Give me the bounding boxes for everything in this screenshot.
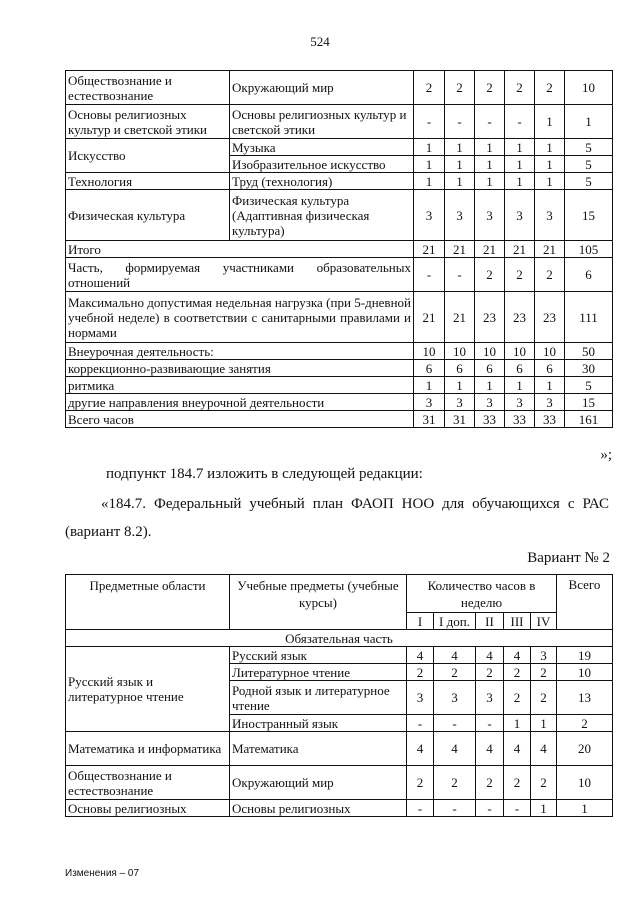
row-label-cell: Максимально допустимая недельная нагрузка (при 5-дневной учебной неделе) в соответствии с санитарными правилами и нормами xyxy=(66,292,414,343)
hours-cell: - xyxy=(434,715,476,732)
hours-cell: 21 xyxy=(414,292,445,343)
total-cell: 5 xyxy=(565,139,613,156)
total-cell: 2 xyxy=(557,715,613,732)
hours-cell: 2 xyxy=(504,766,531,800)
hours-cell: 4 xyxy=(434,732,476,766)
hours-cell: 1 xyxy=(445,156,475,173)
subject-cell: Русский язык xyxy=(230,647,407,664)
hours-cell: 10 xyxy=(414,343,445,360)
hours-cell: 3 xyxy=(531,647,557,664)
hours-cell: 2 xyxy=(535,258,565,292)
total-cell: 13 xyxy=(557,681,613,715)
hours-cell: - xyxy=(414,105,445,139)
hours-cell: 31 xyxy=(445,411,475,428)
hours-cell: 1 xyxy=(505,377,535,394)
table-row xyxy=(66,394,613,411)
footer-changes: Изменения – 07 xyxy=(65,868,140,879)
total-cell: 1 xyxy=(565,105,613,139)
table-row xyxy=(66,105,613,139)
hours-cell: 1 xyxy=(535,377,565,394)
hours-cell: - xyxy=(414,258,445,292)
hours-cell: 1 xyxy=(445,139,475,156)
hours-cell: - xyxy=(475,105,505,139)
hours-cell: - xyxy=(476,800,504,817)
hours-cell: 2 xyxy=(505,258,535,292)
hours-cell: 1 xyxy=(475,173,505,190)
hours-cell: 2 xyxy=(531,664,557,681)
hours-cell: 23 xyxy=(535,292,565,343)
subject-cell: Иностранный язык xyxy=(230,715,407,732)
hours-cell: 2 xyxy=(407,766,434,800)
subject-cell: Литературное чтение xyxy=(230,664,407,681)
row-label-cell: ритмика xyxy=(66,377,414,394)
curriculum-table-continued xyxy=(65,70,613,428)
table-row xyxy=(66,766,613,800)
hours-cell: 3 xyxy=(476,681,504,715)
subject-cell: Окружающий мир xyxy=(230,71,414,105)
hours-cell: - xyxy=(505,105,535,139)
hours-cell: 1 xyxy=(414,173,445,190)
table-row xyxy=(66,377,613,394)
table-row xyxy=(66,241,613,258)
table-row xyxy=(66,343,613,360)
header-grade: III xyxy=(504,613,531,630)
hours-cell: 1 xyxy=(505,156,535,173)
hours-cell: 3 xyxy=(414,190,445,241)
subject-cell: Основы религиозных культур и светской этики xyxy=(230,105,414,139)
table-row xyxy=(66,732,613,766)
hours-cell: 21 xyxy=(445,241,475,258)
subject-cell: Физическая культура (Адаптивная физическая культура) xyxy=(230,190,414,241)
table-row xyxy=(66,190,613,241)
paragraph-title-line1: «184.7. Федеральный учебный план ФАОП НОО для обучающихся с РАС xyxy=(101,496,609,512)
subject-area-cell: Искусство xyxy=(66,139,230,173)
hours-cell: 21 xyxy=(535,241,565,258)
hours-cell: 3 xyxy=(535,190,565,241)
subject-cell: Труд (технология) xyxy=(230,173,414,190)
hours-cell: 2 xyxy=(531,766,557,800)
hours-cell: 3 xyxy=(414,394,445,411)
curriculum-table-variant2 xyxy=(65,574,613,817)
hours-cell: 3 xyxy=(434,681,476,715)
hours-cell: 10 xyxy=(445,343,475,360)
total-cell: 161 xyxy=(565,411,613,428)
row-label-cell: Часть, формируемая участниками образовательных отношений xyxy=(66,258,414,292)
hours-cell: 21 xyxy=(445,292,475,343)
hours-cell: - xyxy=(407,800,434,817)
hours-cell: 3 xyxy=(407,681,434,715)
total-cell: 10 xyxy=(557,664,613,681)
hours-cell: 1 xyxy=(531,715,557,732)
header-grade: I доп. xyxy=(434,613,476,630)
subject-area-cell: Основы религиозных xyxy=(66,800,230,817)
hours-cell: 4 xyxy=(531,732,557,766)
total-cell: 105 xyxy=(565,241,613,258)
hours-cell: 2 xyxy=(535,71,565,105)
total-cell: 19 xyxy=(557,647,613,664)
total-cell: 15 xyxy=(565,190,613,241)
subject-cell: Окружающий мир xyxy=(230,766,407,800)
row-label-cell: Всего часов xyxy=(66,411,414,428)
total-cell: 5 xyxy=(565,173,613,190)
hours-cell: 2 xyxy=(531,681,557,715)
hours-cell: 33 xyxy=(505,411,535,428)
closing-quote: »; xyxy=(600,447,612,463)
table-row xyxy=(66,647,613,664)
variant-label: Вариант № 2 xyxy=(527,550,610,566)
total-cell: 5 xyxy=(565,377,613,394)
header-subject-areas: Предметные области xyxy=(66,575,230,630)
table-row xyxy=(66,173,613,190)
subject-area-cell: Обществознание и естествознание xyxy=(66,71,230,105)
hours-cell: 2 xyxy=(434,664,476,681)
total-cell: 1 xyxy=(557,800,613,817)
hours-cell: 3 xyxy=(445,190,475,241)
hours-cell: 4 xyxy=(504,732,531,766)
hours-cell: - xyxy=(434,800,476,817)
hours-cell: 10 xyxy=(505,343,535,360)
row-label-cell: коррекционно-развивающие занятия xyxy=(66,360,414,377)
header-grade: II xyxy=(476,613,504,630)
total-cell: 10 xyxy=(557,766,613,800)
hours-cell: 1 xyxy=(414,139,445,156)
hours-cell: 1 xyxy=(414,156,445,173)
hours-cell: 2 xyxy=(407,664,434,681)
hours-cell: 4 xyxy=(407,732,434,766)
header-total: Всего xyxy=(557,575,613,630)
hours-cell: 2 xyxy=(414,71,445,105)
hours-cell: 4 xyxy=(504,647,531,664)
subject-cell: Основы религиозных xyxy=(230,800,407,817)
hours-cell: 2 xyxy=(434,766,476,800)
hours-cell: 1 xyxy=(505,139,535,156)
hours-cell: 31 xyxy=(414,411,445,428)
hours-cell: 2 xyxy=(475,71,505,105)
hours-cell: - xyxy=(476,715,504,732)
hours-cell: 1 xyxy=(535,139,565,156)
hours-cell: 21 xyxy=(475,241,505,258)
hours-cell: 3 xyxy=(505,190,535,241)
page-number: 524 xyxy=(310,34,330,49)
hours-cell: 6 xyxy=(505,360,535,377)
table-row xyxy=(66,292,613,343)
paragraph-title-line2: (вариант 8.2). xyxy=(65,524,152,540)
hours-cell: 4 xyxy=(476,732,504,766)
header-grade: IV xyxy=(531,613,557,630)
subject-cell: Музыка xyxy=(230,139,414,156)
hours-cell: 2 xyxy=(504,664,531,681)
hours-cell: 33 xyxy=(475,411,505,428)
paragraph-amendment: подпункт 184.7 изложить в следующей редакции: xyxy=(106,466,423,482)
row-label-cell: Итого xyxy=(66,241,414,258)
hours-cell: 3 xyxy=(475,190,505,241)
hours-cell: 2 xyxy=(445,71,475,105)
hours-cell: 2 xyxy=(476,664,504,681)
hours-cell: 6 xyxy=(414,360,445,377)
hours-cell: 4 xyxy=(434,647,476,664)
total-cell: 30 xyxy=(565,360,613,377)
hours-cell: 6 xyxy=(535,360,565,377)
hours-cell: 1 xyxy=(445,377,475,394)
subject-cell: Родной язык и литературное чтение xyxy=(230,681,407,715)
table-row xyxy=(66,258,613,292)
table-row xyxy=(66,71,613,105)
table-row xyxy=(66,360,613,377)
total-cell: 20 xyxy=(557,732,613,766)
total-cell: 50 xyxy=(565,343,613,360)
hours-cell: 1 xyxy=(445,173,475,190)
hours-cell: 10 xyxy=(535,343,565,360)
hours-cell: 23 xyxy=(475,292,505,343)
hours-cell: 2 xyxy=(505,71,535,105)
table-row xyxy=(66,411,613,428)
subject-area-cell: Русский язык и литературное чтение xyxy=(66,647,230,732)
hours-cell: 2 xyxy=(476,766,504,800)
hours-cell: 3 xyxy=(445,394,475,411)
subject-cell: Математика xyxy=(230,732,407,766)
hours-cell: 3 xyxy=(475,394,505,411)
header-grade: I xyxy=(407,613,434,630)
hours-cell: 1 xyxy=(531,800,557,817)
total-cell: 111 xyxy=(565,292,613,343)
section-mandatory: Обязательная часть xyxy=(66,630,613,647)
subject-area-cell: Обществознание и естествознание xyxy=(66,766,230,800)
hours-cell: 23 xyxy=(505,292,535,343)
row-label-cell: Внеурочная деятельность: xyxy=(66,343,414,360)
hours-cell: 1 xyxy=(414,377,445,394)
hours-cell: 2 xyxy=(504,681,531,715)
subject-cell: Изобразительное искусство xyxy=(230,156,414,173)
total-cell: 5 xyxy=(565,156,613,173)
header-subjects: Учебные предметы (учебные курсы) xyxy=(230,575,407,630)
hours-cell: - xyxy=(445,258,475,292)
total-cell: 10 xyxy=(565,71,613,105)
hours-cell: 1 xyxy=(475,139,505,156)
subject-area-cell: Математика и информатика xyxy=(66,732,230,766)
hours-cell: 1 xyxy=(475,156,505,173)
total-cell: 6 xyxy=(565,258,613,292)
hours-cell: 1 xyxy=(535,156,565,173)
hours-cell: 4 xyxy=(476,647,504,664)
hours-cell: 33 xyxy=(535,411,565,428)
row-label-cell: другие направления внеурочной деятельности xyxy=(66,394,414,411)
hours-cell: 3 xyxy=(505,394,535,411)
hours-cell: 21 xyxy=(414,241,445,258)
table-row xyxy=(66,800,613,817)
hours-cell: 10 xyxy=(475,343,505,360)
hours-cell: 21 xyxy=(505,241,535,258)
subject-area-cell: Физическая культура xyxy=(66,190,230,241)
header-hours: Количество часов в неделю xyxy=(407,575,557,613)
hours-cell: 3 xyxy=(535,394,565,411)
hours-cell: 1 xyxy=(504,715,531,732)
subject-area-cell: Основы религиозных культур и светской этики xyxy=(66,105,230,139)
hours-cell: 4 xyxy=(407,647,434,664)
hours-cell: 6 xyxy=(445,360,475,377)
hours-cell: - xyxy=(407,715,434,732)
hours-cell: - xyxy=(445,105,475,139)
hours-cell: 6 xyxy=(475,360,505,377)
total-cell: 15 xyxy=(565,394,613,411)
hours-cell: 1 xyxy=(475,377,505,394)
hours-cell: 1 xyxy=(535,105,565,139)
hours-cell: 1 xyxy=(505,173,535,190)
subject-area-cell: Технология xyxy=(66,173,230,190)
hours-cell: 2 xyxy=(475,258,505,292)
hours-cell: 1 xyxy=(535,173,565,190)
table-row xyxy=(66,139,613,156)
hours-cell: - xyxy=(504,800,531,817)
